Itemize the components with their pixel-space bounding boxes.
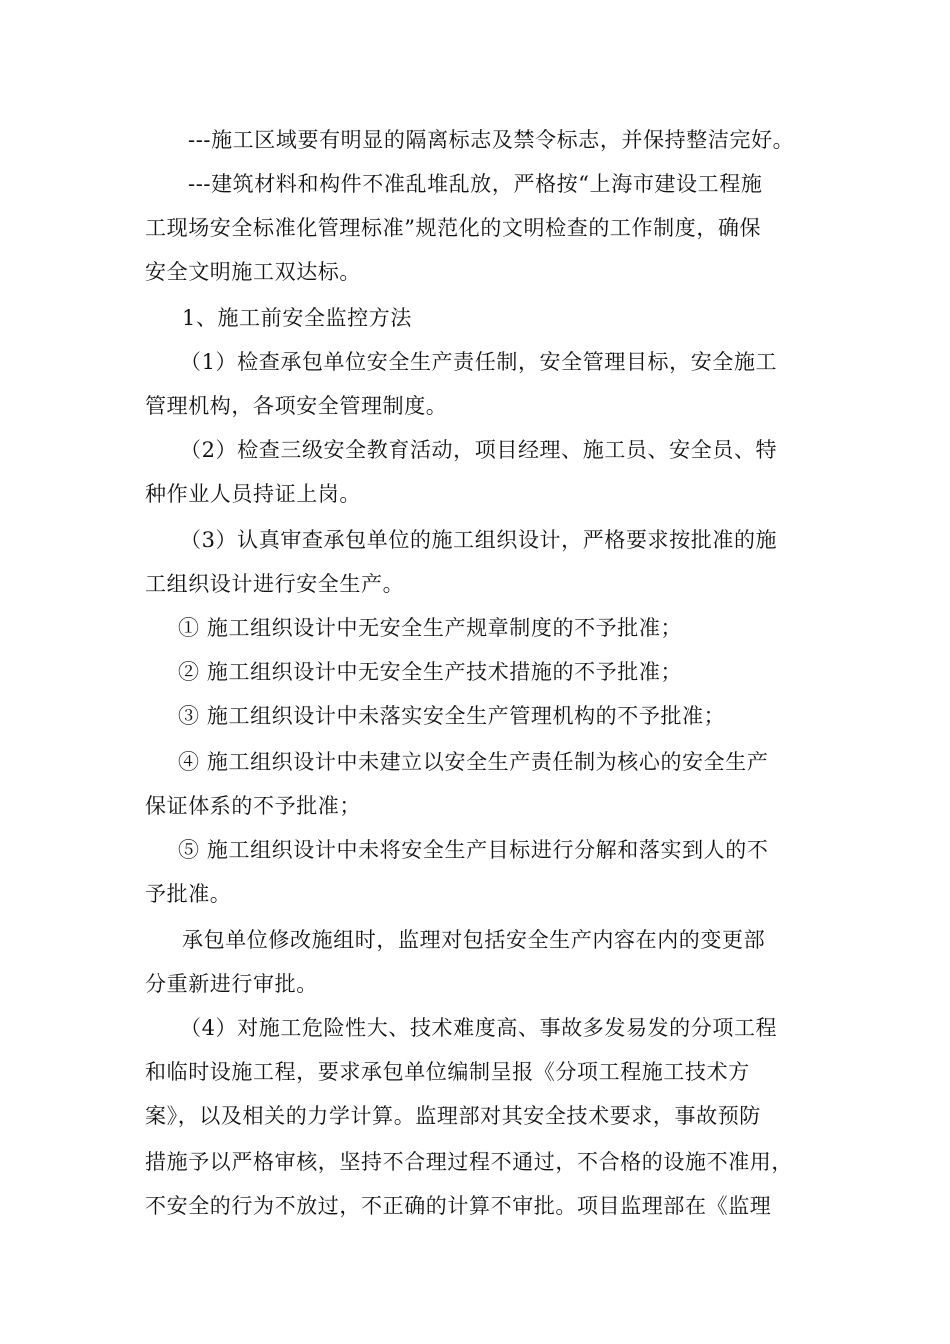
list-item: ① 施工组织设计中无安全生产规章制度的不予批准； xyxy=(178,616,683,640)
paragraph-line: 予批准。 xyxy=(145,882,232,906)
list-item: ③ 施工组织设计中未落实安全生产管理机构的不予批准； xyxy=(178,704,726,728)
list-item: ④ 施工组织设计中未建立以安全生产责任制为核心的安全生产 xyxy=(178,750,769,774)
list-item: ② 施工组织设计中无安全生产技术措施的不予批准； xyxy=(178,660,683,684)
paragraph-line: 措施予以严格审核，坚持不合理过程不通过，不合格的设施不准用， xyxy=(145,1150,793,1174)
paragraph-line: （1）检查承包单位安全生产责任制，安全管理目标，安全施工 xyxy=(180,350,778,374)
paragraph-line: 工现场安全标准化管理标准”规范化的文明检查的工作制度，确保 xyxy=(145,216,762,240)
paragraph-line: 保证体系的不予批准； xyxy=(145,794,361,818)
paragraph-line: 承包单位修改施组时，监理对包括安全生产内容在内的变更部 xyxy=(182,928,766,952)
paragraph-line: 和临时设施工程，要求承包单位编制呈报《分项工程施工技术方 xyxy=(145,1060,750,1084)
paragraph-line: 不安全的行为不放过，不正确的计算不审批。项目监理部在《监理 xyxy=(145,1194,772,1218)
paragraph-line: 案》，以及相关的力学计算。监理部对其安全技术要求，事故预防 xyxy=(145,1104,761,1128)
section-heading: 1、施工前安全监控方法 xyxy=(182,306,412,330)
paragraph-line: （3）认真审查承包单位的施工组织设计，严格要求按批准的施 xyxy=(180,528,778,552)
paragraph-line: ---施工区域要有明显的隔离标志及禁令标志，并保持整洁完好。 xyxy=(188,128,795,152)
paragraph-line: 管理机构，各项安全管理制度。 xyxy=(145,394,448,418)
paragraph-line: 分重新进行审批。 xyxy=(145,972,318,996)
list-item: ⑤ 施工组织设计中未将安全生产目标进行分解和落实到人的不 xyxy=(178,838,769,862)
paragraph-line: 安全文明施工双达标。 xyxy=(145,260,361,284)
paragraph-line: （4）对施工危险性大、技术难度高、事故多发易发的分项工程 xyxy=(180,1016,778,1040)
paragraph-line: （2）检查三级安全教育活动，项目经理、施工员、安全员、特 xyxy=(180,438,778,462)
paragraph-line: 种作业人员持证上岗。 xyxy=(145,482,361,506)
paragraph-line: 工组织设计进行安全生产。 xyxy=(145,572,405,596)
paragraph-line: ---建筑材料和构件不准乱堆乱放，严格按“上海市建设工程施 xyxy=(188,172,763,196)
